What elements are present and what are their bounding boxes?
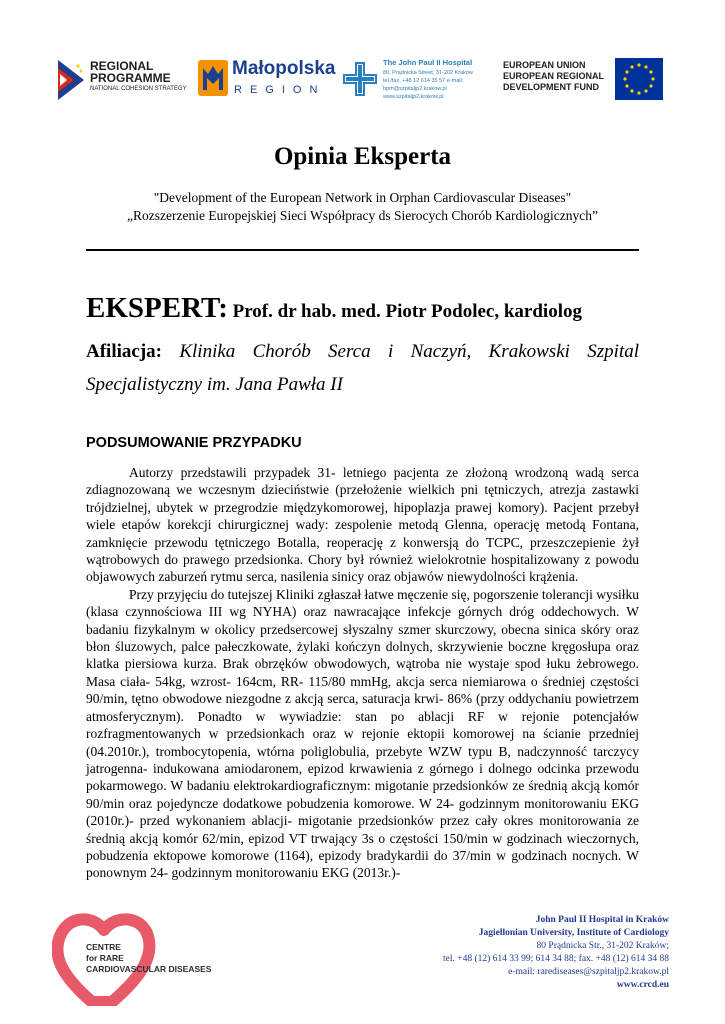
malopolska-name: Małopolska (232, 58, 336, 79)
hospital-email: bpm@szpitaljp2.krakow.pl (383, 86, 447, 92)
regional-programme-logo (58, 56, 188, 106)
footer-phone: tel. +48 (12) 614 33 99; 614 34 88; fax. +48 (12) 614 34 88 (442, 954, 669, 964)
footer-institute: Jagiellonian University, Institute of Cardiology (478, 928, 669, 938)
summary-paragraph-1: Autorzy przedstawili przypadek 31- letniego pacjenta ze złożoną wrodzoną wadą serca zdiagnozowaną we wczesnym dzieciństwie (przełożenie wielkich pni tętniczych, atrezja zastawki trójdzielnej, ubytek w przegrodzie międzykomorowej, hipoplazja prawej komory). Pacjent przebył wiele etapów korekcji chirurgicznej wady: zespolenie metodą Glenna, operację metodą Fontana, zamknięcie przewodu tętniczego Botalla, reoperację z konwersją do TCPC, przeszczepienie żył wątrobowych do prawego przedsionka. Chory był również wielokrotnie hospitalizowany z powodu objawowych zaburzeń rytmu serca, nasilenia sinicy oraz objawów niewydolności krążenia. (86, 465, 639, 585)
centre-rare-diseases-logo (52, 906, 282, 1006)
eu-fund-logo (503, 58, 663, 104)
affiliation-label: Afiliacja: (86, 341, 162, 362)
malopolska-emblem-icon (198, 60, 228, 96)
summary-paragraph-2: Przy przyjęciu do tutejszej Kliniki zgłaszał łatwe męczenie się, pogorszenie tolerancji wysiłku (klasa czynnościowa III wg NYHA) oraz nawracające infekcje górnych dróg oddechowych. W badaniu fizykalnym w okolicy przedsercowej słyszalny szmer skurczowy, obecna sinica skóry oraz błon śluzowych, palce pałeczkowate, żylaki kończyn dolnych, skrzywienie boczne kręgosłupa oraz klatka piersiowa kurza. Brak obrzęków obwodowych, wątroba nie wystaje spod łuku żebrowego. Masa ciała- 54kg, wzrost- 164cm, RR- 115/80 mmHg, akcja serca niemiarowa o średniej częstości 90/min, tętno obwodowe niezgodne z akcją serca, saturacja krwi- 86% (przy oddychaniu powietrzem atmosferycznym). Ponadto w wywiadzie: stan po ablacji RF w rejonie potencjałów rozfragmentowanych w przedsionkach oraz w rejonie ektopii komorowej na ścianie przedniej (04.2010r.), trombocytopenia, wtórna poliglobulia, przebyte WZW typu B, nadczynność tarczycy jatrogenna- indukowana amiodaronem, epizod krwawienia z górnego i dolnego odcinka przewodu pokarmowego. W badaniu elektrokardiograficznym: migotanie przedsionków ze średnią akcją komór 90/min oraz pojedyncze dodatkowe pobudzenia komorowe. W 24- godzinnym monitorowaniu EKG (2010r.)- przed wykonaniem ablacji- migotanie przedsionków przez cały okres monitorowania ze średnią akcją komór 62/min, epizod VT trwający 3s o częstości 150/min w godzinach wieczornych, pobudzenia ektopowe komorowe (1164), epizody bradykardii do 37/min w godzinach nocnych. W ponownym 24- godzinnym monitorowaniu EKG (2013r.)- (86, 586, 639, 881)
expert-line (86, 292, 582, 325)
footer-contact (443, 914, 669, 992)
hospital-phone: tel./fax. +48 12 614 35 57 e-mail: (383, 78, 464, 84)
footer-hospital-name: John Paul II Hospital in Kraków (535, 915, 669, 925)
regional-programme-subtitle: NATIONAL COHESION STRATEGY (90, 86, 187, 92)
expert-name: Prof. dr hab. med. Piotr Podolec, kardiolog (227, 301, 582, 322)
hospital-cross-icon (343, 62, 377, 96)
title-divider (86, 249, 639, 251)
affiliation (86, 335, 639, 401)
hospital-name: The John Paul II Hospital (383, 58, 473, 67)
regional-programme-flag-icon (58, 60, 84, 100)
footer-address: 80 Prądnicka Str., 31-202 Kraków; (536, 941, 669, 951)
section-heading: PODSUMOWANIE PRZYPADKU (86, 435, 302, 451)
hospital-address: 80, Prądnicka Street, 31-202 Kraków (383, 70, 473, 76)
affiliation-value: Klinika Chorób Serca i Naczyń, Krakowski Szpital Specjalistyczny im. Jana Pawła II (86, 341, 639, 395)
footer-website: www.crcd.eu (616, 980, 669, 990)
hospital-logo (343, 56, 493, 112)
regional-programme-title: REGIONAL PROGRAMME (90, 59, 171, 85)
centre-logo-text: CENTRE for RARE CARDIOVASCULAR DISEASES (86, 942, 212, 974)
footer-email: e-mail: rarediseases@szpitaljp2.krakow.pl (508, 967, 669, 977)
eu-flag-icon (615, 58, 663, 100)
expert-label: EKSPERT: (86, 292, 228, 324)
case-summary (86, 464, 639, 882)
document-title: Opinia Eksperta (273, 143, 452, 170)
eu-fund-text: EUROPEAN UNION EUROPEAN REGIONAL DEVELOPMENT FUND (503, 60, 605, 92)
hospital-website: www.szpitaljp2.krakow.pl (383, 94, 444, 100)
project-title-polish: „Rozszerzenie Europejskiej Sieci Współpracy ds Sierocych Chorób Kardiologicznych” (127, 208, 598, 223)
malopolska-logo (198, 56, 338, 106)
project-title-english: "Development of the European Network in Orphan Cardiovascular Diseases" (153, 190, 572, 205)
malopolska-region: REGION (234, 84, 326, 96)
